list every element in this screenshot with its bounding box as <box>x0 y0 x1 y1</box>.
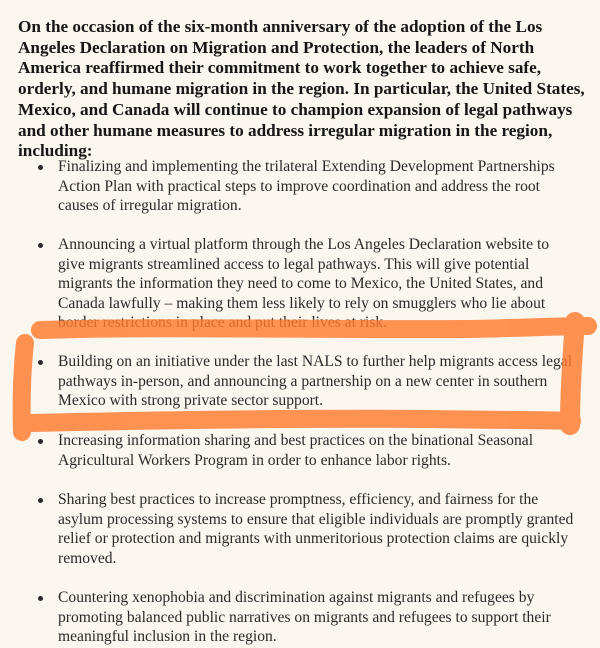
bullet-dot-icon <box>38 360 43 365</box>
bullet-dot-icon <box>38 165 43 170</box>
list-item <box>38 431 578 470</box>
bullet-dot-icon <box>38 243 43 248</box>
list-item <box>38 588 578 647</box>
list-item-text: Announcing a virtual platform through the Los Angeles Declaration website to give migrants streamlined access to legal pathways. This will give potential migrants the information they need to come to Mexico, the United States, and Canada lawfully – making them less likely to rely on smugglers who lie about border restrictions in place and put their lives at risk. <box>58 236 550 332</box>
list-item-text: Increasing information sharing and best practices on the binational Seasonal Agricultural Workers Program in order to enhance labor rights. <box>58 432 534 469</box>
list-item <box>38 157 578 216</box>
bullet-dot-icon <box>38 596 43 601</box>
list-item-text: Building on an initiative under the last NALS to further help migrants access legal pathways in-person, and announcing a partnership on a new center in southern Mexico with strong private sector support. <box>58 353 573 410</box>
bullet-dot-icon <box>38 498 43 503</box>
bullet-dot-icon <box>38 439 43 444</box>
list-item <box>38 490 578 568</box>
list-item <box>38 352 578 411</box>
list-item-text: Finalizing and implementing the trilateral Extending Development Partnerships Action Plan with practical steps to improve coordination and address the root causes of irregular migration. <box>58 158 555 215</box>
list-item <box>38 235 578 333</box>
intro-paragraph: On the occasion of the six-month anniversary of the adoption of the Los Angeles Declaration on Migration and Protection, the leaders of North America reaffirmed their commitment to work together to achieve safe, orderly, and humane migration in the region. In particular, the United States, Mexico, and Canada will continue to champion expansion of legal pathways and other humane measures to address irregular migration in the region, including: <box>18 17 585 161</box>
list-item-text: Countering xenophobia and discrimination against migrants and refugees by promoting balanced public narratives on migrants and refugees to support their meaningful inclusion in the region. <box>58 589 551 646</box>
list-item-text: Sharing best practices to increase promptness, efficiency, and fairness for the asylum processing systems to ensure that eligible individuals are promptly granted relief or protection and migrants with unmeritorious protection claims are quickly removed. <box>58 491 574 567</box>
